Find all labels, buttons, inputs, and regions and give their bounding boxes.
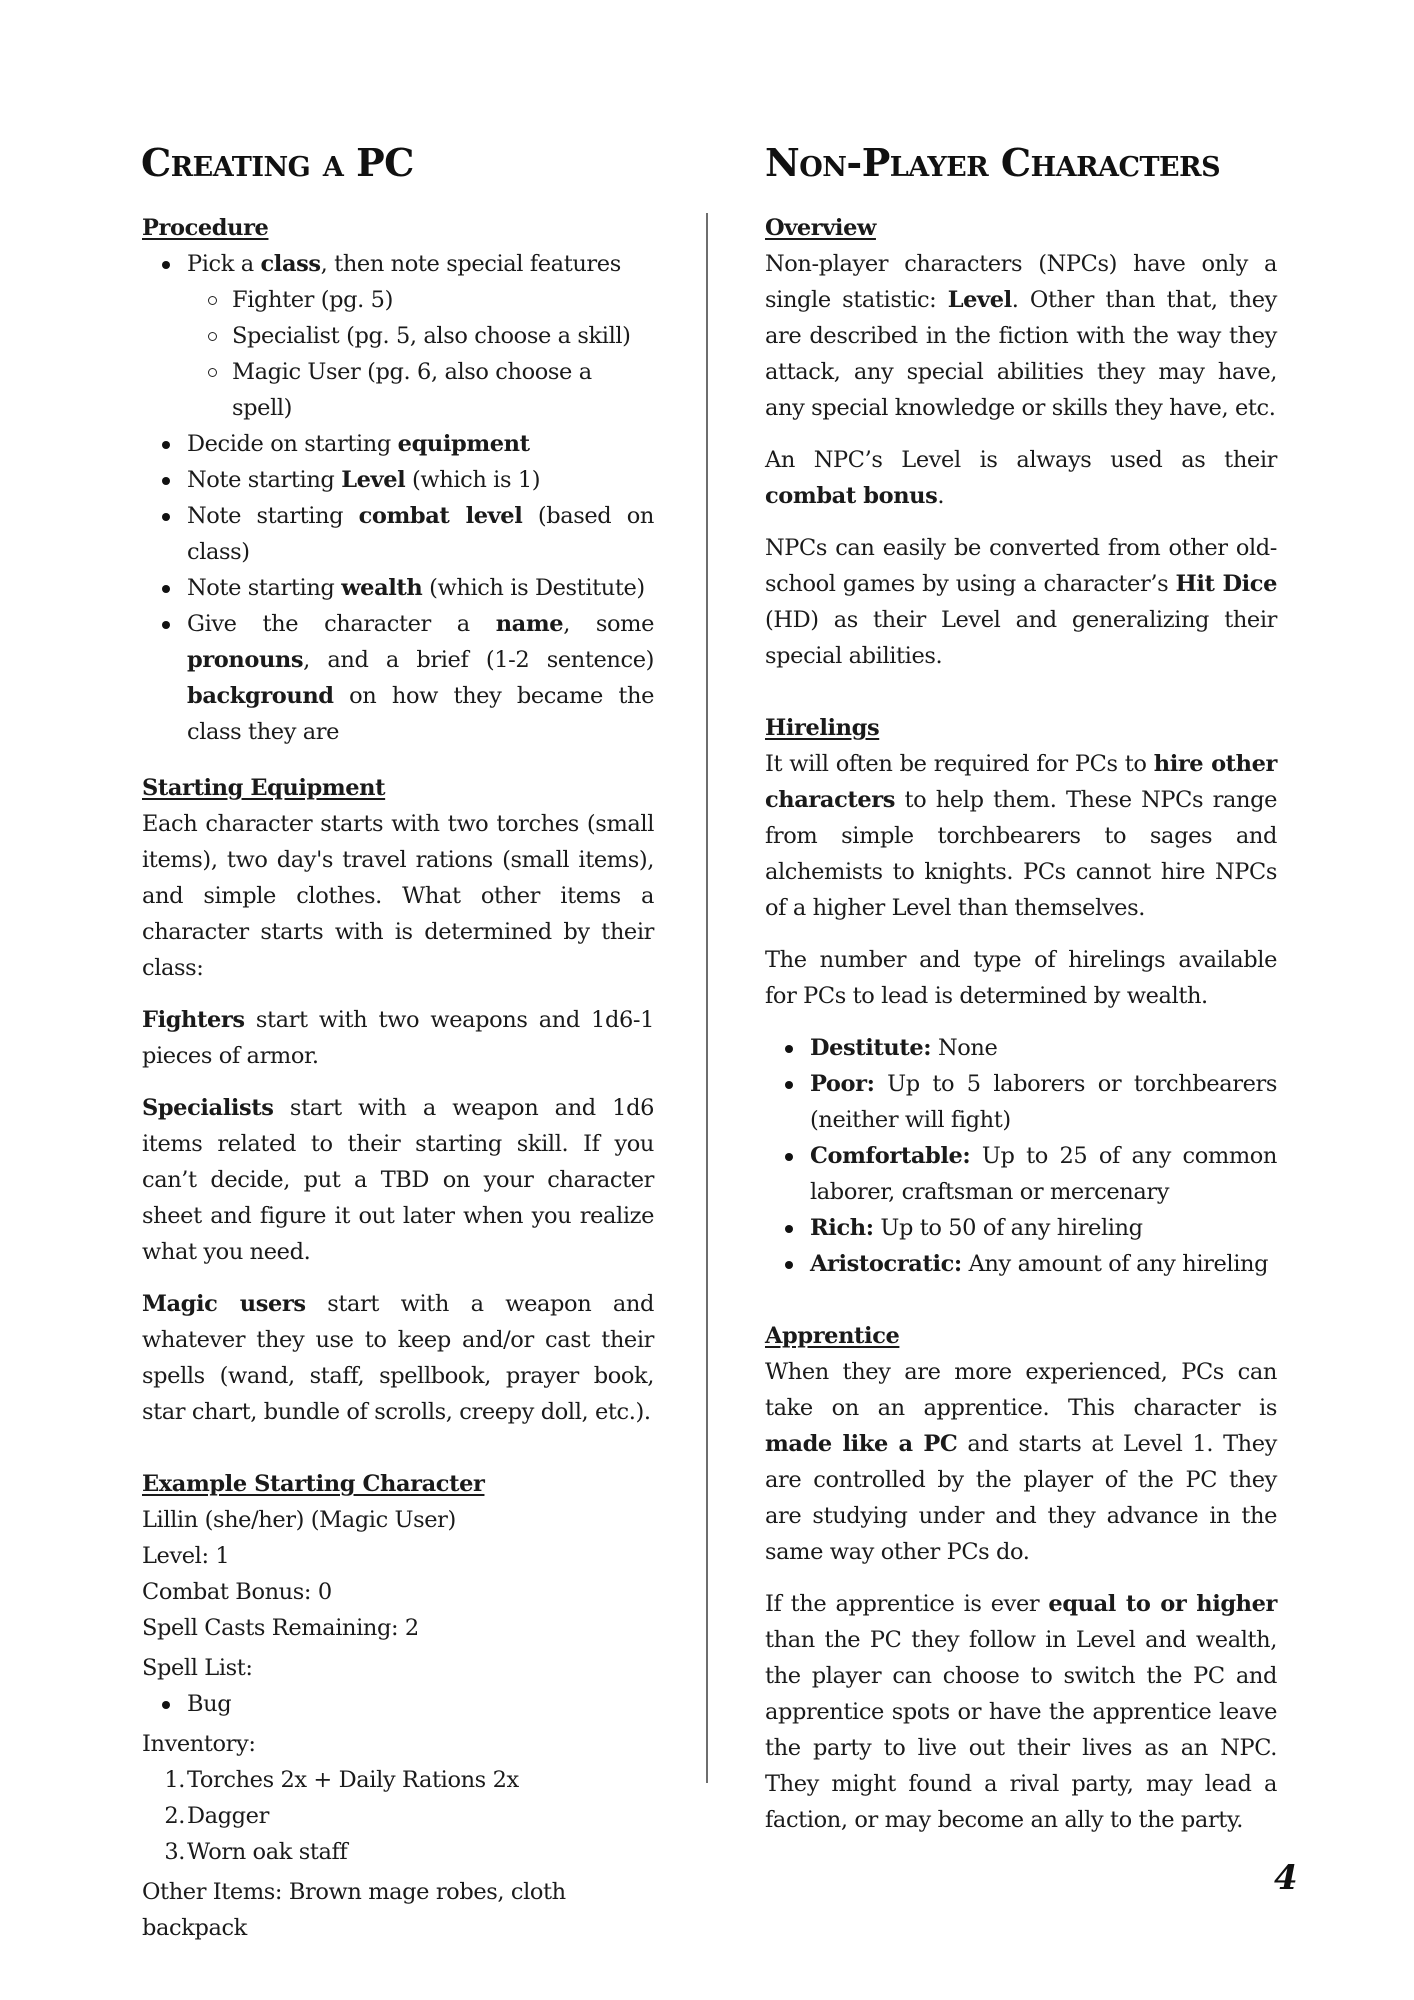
list-item — [765, 1210, 1277, 1246]
item-text: Note starting — [187, 467, 342, 493]
item-bold: pronouns — [187, 647, 304, 673]
item-bold: class — [260, 251, 321, 277]
overview-paragraph-3 — [765, 530, 1277, 674]
item-text: (based on class) — [187, 503, 654, 565]
list-item — [142, 246, 654, 282]
example-character-section — [142, 1466, 654, 1946]
bold-text: made like a PC — [765, 1431, 958, 1457]
specialists-paragraph — [142, 1090, 654, 1270]
apprentice-paragraph-1 — [765, 1354, 1277, 1570]
inventory-list — [142, 1762, 654, 1870]
list-item — [142, 1762, 654, 1798]
character-name-line: Lillin (she/her) (Magic User) — [142, 1507, 456, 1533]
item-text: Worn oak staff — [187, 1839, 348, 1865]
item-bold: equipment — [397, 431, 530, 457]
example-character-heading: Example Starting Character — [142, 1471, 485, 1497]
spell-list-label: Spell List: — [142, 1655, 253, 1681]
item-text: (which is 1) — [405, 467, 541, 493]
starting-equipment-section — [142, 770, 654, 1430]
procedure-list — [142, 246, 654, 282]
tier-label: Rich: — [810, 1215, 874, 1241]
item-number: 2. — [164, 1803, 185, 1829]
list-item — [765, 1066, 1277, 1138]
tier-text: Up to 25 of any common laborer, craftsman or mercenary — [810, 1143, 1277, 1205]
tier-text: Up to 50 of any hireling — [873, 1215, 1143, 1241]
apprentice-section — [765, 1318, 1277, 1838]
text: It will often be required for PCs to — [765, 751, 1154, 777]
item-text: Dagger — [187, 1803, 269, 1829]
item-number: 1. — [164, 1767, 185, 1793]
tier-label: Aristocratic: — [810, 1251, 962, 1277]
text: . Other than that, they are described in the fiction with the way they attack, any special abilities they may have, any special knowledge or skills they have, etc. — [765, 287, 1277, 421]
character-level: Level: 1 — [142, 1543, 230, 1569]
page-title-npcs: Non-Player Characters — [765, 140, 1221, 185]
tier-label: Destitute: — [810, 1035, 932, 1061]
other-items: Other Items: Brown mage robes, cloth backpack — [142, 1879, 566, 1941]
fighters-text: start with two weapons and 1d6-1 pieces of armor. — [142, 1007, 654, 1069]
list-item — [765, 1138, 1277, 1210]
item-text: Pick a — [187, 251, 261, 277]
hirelings-heading: Hirelings — [765, 715, 880, 741]
specialists-text: start with a weapon and 1d6 items related to their starting skill. If you can’t decide, put a TBD on your character sheet and figure it out later when you realize what you need. — [142, 1095, 654, 1265]
text: NPCs can easily be converted from other old-school games by using a character’s — [765, 535, 1277, 597]
text: . — [937, 483, 945, 509]
item-text: Give the character a — [187, 611, 496, 637]
overview-heading: Overview — [765, 215, 876, 241]
item-text: (which is Destitute) — [422, 575, 645, 601]
text: and starts at Level 1. They are controlled by the player of the PC they are studying under and they advance in the same way other PCs do. — [765, 1431, 1277, 1565]
text: If the apprentice is ever — [765, 1591, 1049, 1617]
list-item — [142, 1834, 654, 1870]
bold-text: Hit Dice — [1175, 571, 1277, 597]
procedure-heading: Procedure — [142, 215, 269, 241]
character-combat-bonus: Combat Bonus: 0 — [142, 1579, 332, 1605]
overview-section — [765, 210, 1277, 674]
column-divider — [706, 213, 708, 1783]
fighters-label: Fighters — [142, 1007, 245, 1033]
list-item — [142, 570, 654, 606]
list-item — [142, 426, 654, 462]
page-title-creating-a-pc: Creating a PC — [141, 140, 414, 185]
magic-users-paragraph — [142, 1286, 654, 1430]
item-bold: name — [495, 611, 564, 637]
overview-paragraph-1 — [765, 246, 1277, 426]
equipment-intro: Each character starts with two torches (small items), two day's travel rations (small items), and simple clothes. What other items a character starts with is determined by their class: — [142, 811, 654, 981]
specialists-label: Specialists — [142, 1095, 274, 1121]
item-text: Decide on starting — [187, 431, 398, 457]
item-bold: wealth — [341, 575, 423, 601]
wealth-tier-list — [765, 1030, 1277, 1282]
apprentice-paragraph-2 — [765, 1586, 1277, 1838]
item-text: Note starting — [187, 503, 359, 529]
list-item — [142, 462, 654, 498]
list-item — [765, 1246, 1277, 1282]
item-bold: background — [187, 683, 334, 709]
procedure-list-cont — [142, 426, 654, 750]
list-item — [142, 1798, 654, 1834]
tier-text: None — [931, 1035, 998, 1061]
tier-text: Any amount of any hireling — [961, 1251, 1269, 1277]
item-number: 3. — [164, 1839, 185, 1865]
procedure-section — [142, 210, 654, 750]
item-text: , and a brief (1-2 sentence) — [303, 647, 654, 673]
apprentice-heading: Apprentice — [765, 1323, 900, 1349]
list-item — [142, 606, 654, 750]
bold-text: combat bonus — [765, 483, 938, 509]
text: to help them. These NPCs range from simple torchbearers to sages and alchemists to knights. PCs cannot hire NPCs of a higher Level than themselves. — [765, 787, 1277, 921]
hirelings-paragraph-2: The number and type of hirelings available for PCs to lead is determined by wealth. — [765, 947, 1277, 1009]
list-item: Specialist (pg. 5, also choose a skill) — [142, 318, 654, 354]
text: (HD) as their Level and generalizing their special abilities. — [765, 607, 1277, 669]
hirelings-paragraph-1 — [765, 746, 1277, 926]
list-item — [142, 498, 654, 570]
text: than the PC they follow in Level and wealth, the player can choose to switch the PC and apprentice spots or have the apprentice leave the party to live out their lives as an NPC. They might found a rival party, may lead a faction, or may become an ally to the party. — [765, 1627, 1277, 1833]
item-text: Note starting — [187, 575, 342, 601]
item-bold: combat level — [358, 503, 523, 529]
left-column — [142, 210, 654, 1946]
bold-text: equal to or higher — [1048, 1591, 1278, 1617]
text: An NPC’s Level is always used as their — [765, 447, 1277, 473]
right-column — [765, 210, 1277, 1838]
class-sublist — [142, 282, 654, 426]
inventory-label: Inventory: — [142, 1731, 256, 1757]
hirelings-section — [765, 710, 1277, 1282]
text: Non-player characters (NPCs) have only a single statistic: — [765, 251, 1277, 313]
text: When they are more experienced, PCs can take on an apprentice. This character is — [765, 1359, 1277, 1421]
item-text: Torches 2x + Daily Rations 2x — [187, 1767, 519, 1793]
bold-text: Level — [947, 287, 1012, 313]
list-item — [765, 1030, 1277, 1066]
magic-users-text: start with a weapon and whatever they use to keep and/or cast their spells (wand, staff, spellbook, prayer book, star chart, bundle of scrolls, creepy doll, etc.). — [142, 1291, 654, 1425]
item-text: on how they became the class they are — [187, 683, 654, 745]
tier-label: Comfortable: — [810, 1143, 971, 1169]
list-item: Bug — [142, 1686, 654, 1722]
list-item: Magic User (pg. 6, also choose a spell) — [142, 354, 654, 426]
page-number: 4 — [1274, 1858, 1298, 1898]
tier-text: Up to 5 laborers or torchbearers (neither will fight) — [810, 1071, 1277, 1133]
magic-users-label: Magic users — [142, 1291, 306, 1317]
overview-paragraph-2 — [765, 442, 1277, 514]
item-text: , then note special features — [320, 251, 621, 277]
spell-list — [142, 1686, 654, 1722]
item-bold: Level — [341, 467, 406, 493]
item-text: , some — [563, 611, 654, 637]
bold-text: hire other characters — [765, 751, 1278, 813]
character-spell-casts: Spell Casts Remaining: 2 — [142, 1615, 419, 1641]
starting-equipment-heading: Starting Equipment — [142, 775, 386, 801]
fighters-paragraph — [142, 1002, 654, 1074]
tier-label: Poor: — [810, 1071, 875, 1097]
list-item: Fighter (pg. 5) — [142, 282, 654, 318]
